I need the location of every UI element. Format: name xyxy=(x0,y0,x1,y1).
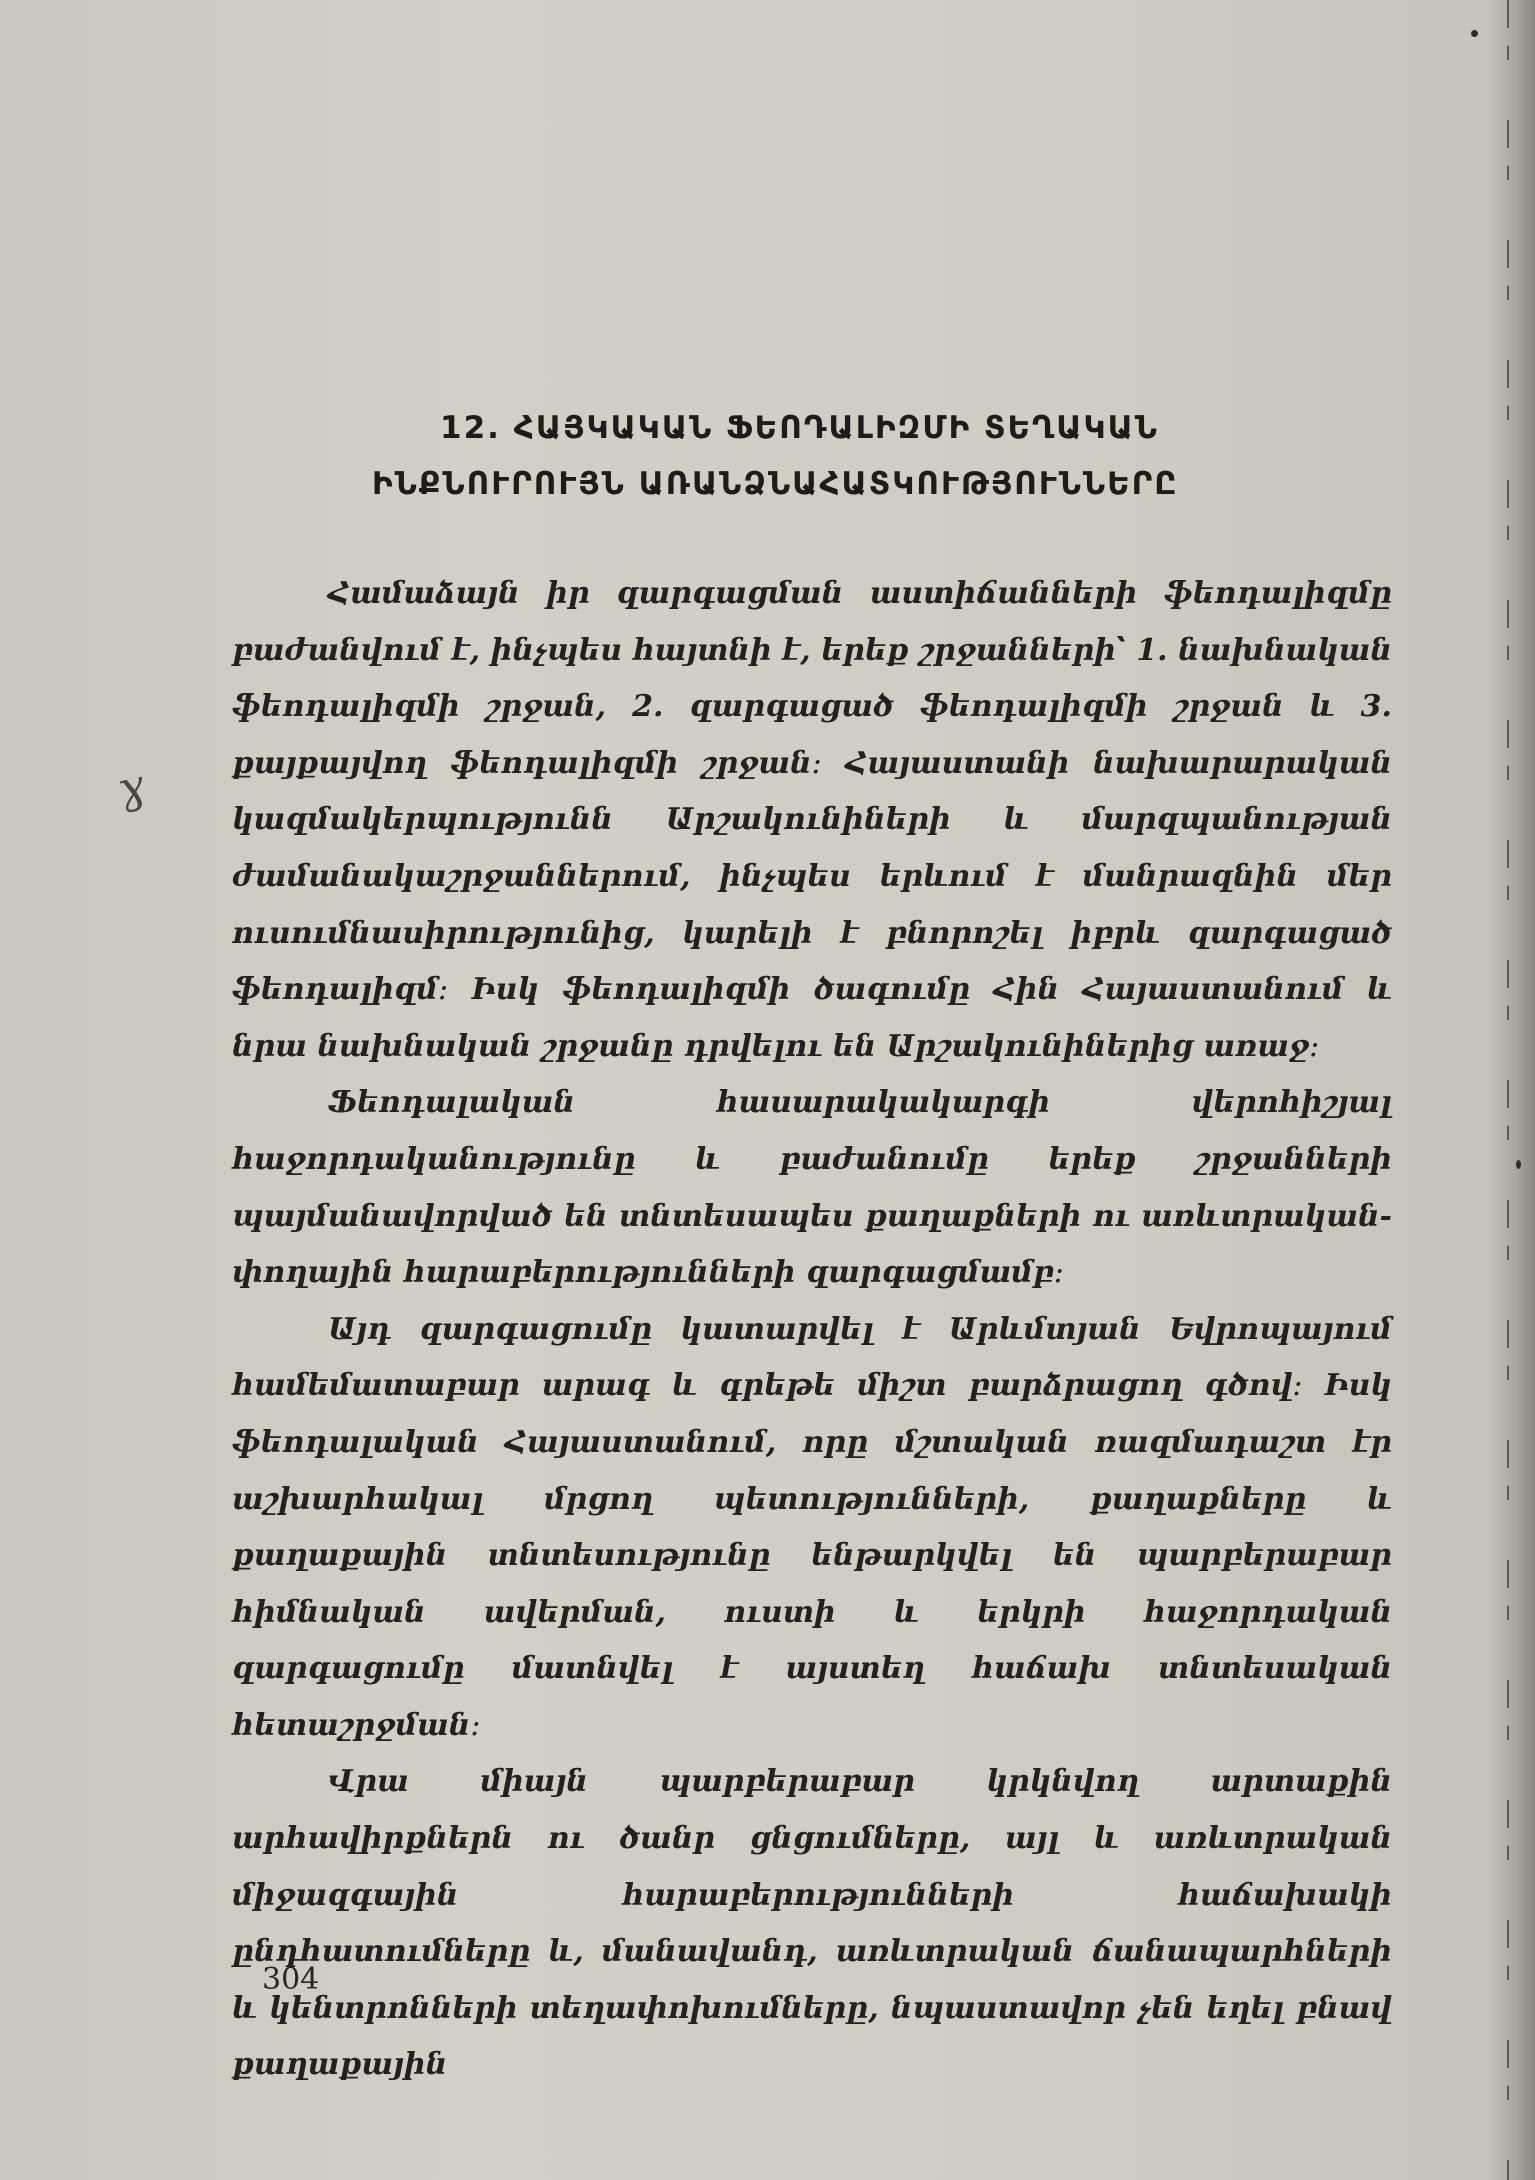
page-number: 304 xyxy=(262,1962,320,1997)
paragraph-2: Ֆեոդալական հասարակակարգի վերոհիշյալ հաջորդականությունը և բաժանումը երեք շրջանների պայմանավորված են տնտեսապես քաղաքների ու առևտրական-փողային հարաբերությունների զարգացմամբ։ xyxy=(232,1085,1392,1291)
paragraph-1: Համաձայն իր զարգացման աստիճանների ֆեոդալիզմը բաժանվում է, ինչպես հայտնի է, երեք շրջանների՝ 1. նախնական ֆեոդալիզմի շրջան, 2. զարգացած ֆեոդալիզմի շրջան և 3. քայքայվող ֆեոդալիզմի շրջան։ Հայաստանի նախարարական կազմակերպությունն Արշակունիների և մարզպանության ժամանակաշրջաններում, ինչպես երևում է մանրազնին մեր ուսումնասիրությունից, կարելի է բնորոշել իբրև զարգացած ֆեոդալիզմ։ Իսկ ֆեոդալիզմի ծագումը Հին Հայաստանում և նրա նախնական շրջանը դրվելու են Արշակունիներից առաջ։ xyxy=(232,576,1392,1064)
binding-shadow xyxy=(1487,0,1535,2180)
paragraph-4: Վրա միայն պարբերաբար կրկնվող արտաքին արհավիրքներն ու ծանր ցնցումները, այլ և առևտրական միջազգային հարաբերությունների հաճախակի ընդհատումները և, մանավանդ, առևտրական ճանապարհների և կենտրոնների տեղափոխումները, նպաստավոր չեն եղել բնավ քաղաքային xyxy=(232,1764,1392,2083)
print-speck xyxy=(1516,1160,1521,1169)
chapter-title-line-2: ԻՆՔՆՈՒՐՈՒՅՆ ԱՌԱՆՁՆԱՀԱՏԿՈՒԹՅՈՒՆՆԵՐԸ xyxy=(372,466,1179,502)
pencil-margin-mark: ɣ xyxy=(112,759,150,816)
body-text xyxy=(232,566,1392,2094)
chapter-title-line-1: 12. ՀԱՅԿԱԿԱՆ ՖԵՈԴԱԼԻԶՄԻ ՏԵՂԱԿԱՆ xyxy=(440,410,1159,446)
binding-edge xyxy=(1507,0,1509,2180)
paragraph-3: Այդ զարգացումը կատարվել է Արևմտյան Եվրոպայում համեմատաբար արագ և գրեթե միշտ բարձրացող գծով։ Իսկ ֆեոդալական Հայաստանում, որը մշտական ռազմադաշտ էր աշխարհակալ մրցող պետությունների, քաղաքները և քաղաքային տնտեսությունը ենթարկվել են պարբերաբար հիմնական ավերման, ուստի և երկրի հաջորդական զարգացումը մատնվել է այստեղ հաճախ տնտեսական հետաշրջման։ xyxy=(232,1311,1392,1743)
print-speck xyxy=(1471,30,1478,37)
chapter-title xyxy=(330,400,1250,512)
